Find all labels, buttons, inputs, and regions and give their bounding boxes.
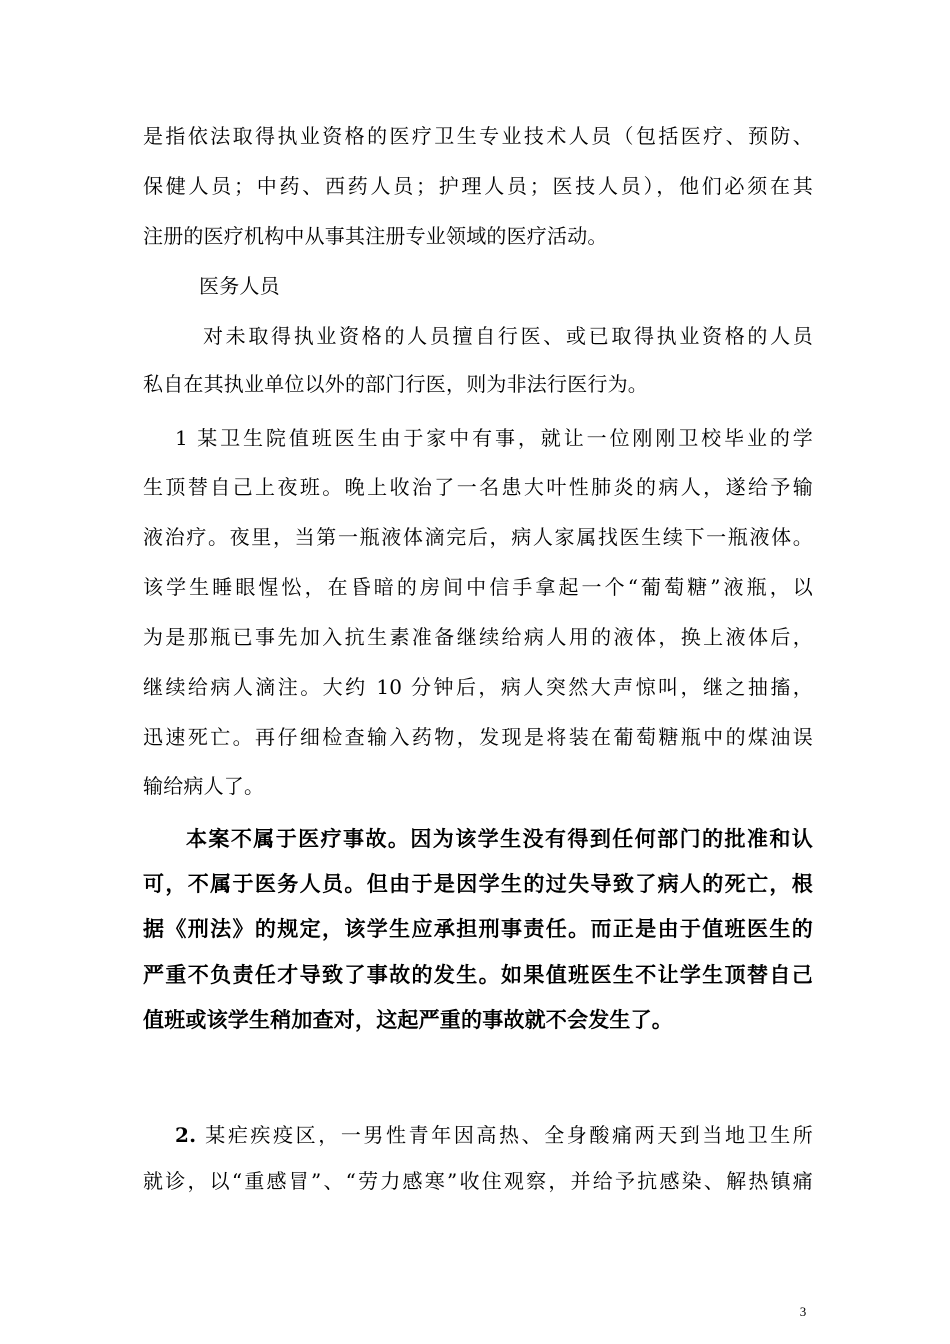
section-heading: 医务人员	[199, 274, 280, 298]
case1-line-3: 液治疗。夜里，当第一瓶液体滴完后，病人家属找医生续下一瓶液体。	[143, 525, 813, 549]
case1-line-4: 该学生睡眼惺忪，在昏暗的房间中信手拿起一个“葡萄糖”液瓶，以	[143, 575, 813, 599]
intro-line-2: 保健人员；中药、西药人员；护理人员；医技人员），他们必须在其	[143, 174, 813, 198]
case1-line-2: 生顶替自己上夜班。晚上收治了一名患大叶性肺炎的病人，遂给予输	[143, 475, 813, 499]
case2-line-1-text: 某疟疾疫区，一男性青年因高热、全身酸痛两天到当地卫生所	[196, 1123, 813, 1147]
case2-line-2: 就诊，以“重感冒”、“劳力感寒”收住观察，并给予抗感染、解热镇痛	[143, 1169, 813, 1193]
analysis-line-5: 值班或该学生稍加查对，这起严重的事故就不会发生了。	[143, 1008, 673, 1032]
illegal-line-2: 私自在其执业单位以外的部门行医，则为非法行医行为。	[143, 372, 648, 396]
case1-line-5: 为是那瓶已事先加入抗生素准备继续给病人用的液体，换上液体后，	[143, 625, 813, 649]
illegal-line-1: 对未取得执业资格的人员擅自行医、或已取得执业资格的人员	[203, 324, 813, 348]
page-number: 3	[799, 1304, 807, 1319]
case1-line-1: 1 某卫生院值班医生由于家中有事，就让一位刚刚卫校毕业的学	[175, 426, 813, 450]
analysis-line-2: 可，不属于医务人员。但由于是因学生的过失导致了病人的死亡，根	[143, 872, 813, 896]
case1-line-8: 输给病人了。	[143, 774, 265, 798]
case1-line-7: 迅速死亡。再仔细检查输入药物，发现是将装在葡萄糖瓶中的煤油误	[143, 725, 813, 749]
case2-number: 2.	[175, 1123, 197, 1147]
case2-line-1	[175, 1120, 813, 1150]
analysis-line-3: 据《刑法》的规定，该学生应承担刑事责任。而正是由于值班医生的	[143, 917, 813, 941]
intro-line-1: 是指依法取得执业资格的医疗卫生专业技术人员（包括医疗、预防、	[143, 124, 813, 148]
intro-line-3: 注册的医疗机构中从事其注册专业领域的医疗活动。	[143, 224, 608, 248]
analysis-line-4: 严重不负责任才导致了事故的发生。如果值班医生不让学生顶替自己	[143, 963, 813, 987]
analysis-line-1: 本案不属于医疗事故。因为该学生没有得到任何部门的批准和认	[186, 827, 813, 851]
case1-line-6: 继续给病人滴注。大约 10 分钟后，病人突然大声惊叫，继之抽搐，	[143, 675, 813, 699]
